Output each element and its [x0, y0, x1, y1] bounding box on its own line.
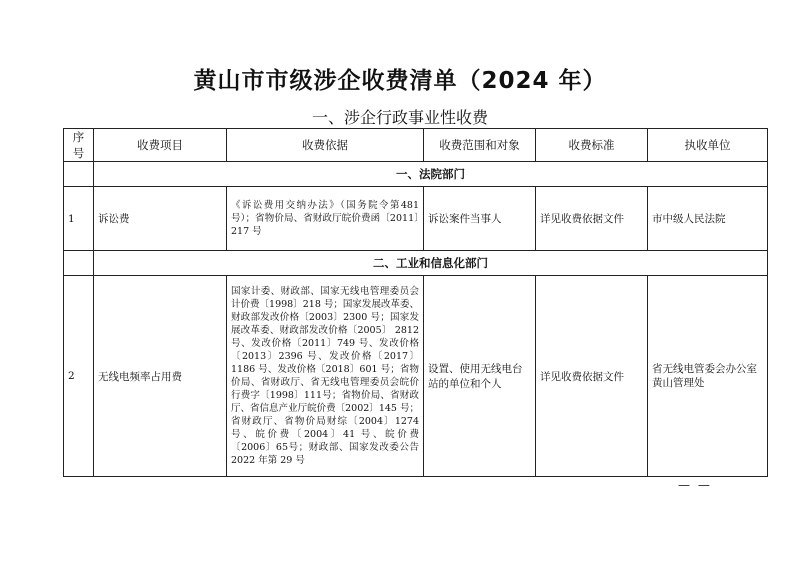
fee-standard: 详见收费依据文件	[536, 276, 648, 477]
collecting-unit: 市中级人民法院	[648, 187, 768, 251]
column-header-basis: 收费依据	[227, 129, 424, 162]
table-row	[64, 276, 768, 477]
column-header-number: 序号	[64, 129, 94, 162]
table-row	[64, 187, 768, 251]
section-heading-number-cell	[64, 162, 94, 187]
section-heading-court: 一、法院部门	[94, 162, 768, 187]
column-header-item: 收费项目	[94, 129, 227, 162]
row-number: 2	[64, 276, 94, 477]
row-number: 1	[64, 187, 94, 251]
section-heading-row	[64, 162, 768, 187]
column-header-scope: 收费范围和对象	[424, 129, 536, 162]
section-heading-row	[64, 251, 768, 276]
column-header-standard: 收费标准	[536, 129, 648, 162]
section-heading-industry: 二、工业和信息化部门	[94, 251, 768, 276]
collecting-unit: 省无线电管委会办公室黄山管理处	[648, 276, 768, 477]
page-number: — —	[678, 478, 712, 492]
section-heading-number-cell	[64, 251, 94, 276]
fee-standard: 详见收费依据文件	[536, 187, 648, 251]
column-header-collecting-unit: 执收单位	[648, 129, 768, 162]
section-subtitle: 一、涉企行政事业性收费	[311, 108, 488, 127]
fee-scope: 设置、使用无线电台站的单位和个人	[424, 276, 536, 477]
fee-table	[63, 128, 768, 477]
fee-item: 诉讼费	[94, 187, 227, 251]
fee-item: 无线电频率占用费	[94, 276, 227, 477]
fee-basis: 国家计委、财政部、国家无线电管理委员会计价费〔1998〕218 号；国家发展改革委、财政部发改价格〔2003〕2300 号；国家发展改革委、财政部发改价格〔2005〕 2812 号、发改价格〔2011〕749 号、发改价格〔2013〕2396 号、发改价格〔2017〕1186 号、发改价格〔2018〕601 号；省物价局、省财政厅、省无线电管理委员会皖价行费字〔1998〕111号；省物价局、省财政厅、省信息产业厅皖价费〔2002〕145 号；省财政厅、省物价局财综〔2004〕1274 号、皖价费〔2004〕41 号、皖价费〔2006〕65号；财政部、国家发改委公告 2022 年第 29 号	[227, 276, 424, 477]
fee-basis: 《诉讼费用交纳办法》（国务院令第481 号）；省物价局、省财政厅皖价费函〔2011〕217 号	[227, 187, 424, 251]
document-title: 黄山市市级涉企收费清单（2024 年）	[193, 68, 607, 94]
table-header-row	[64, 129, 768, 162]
fee-scope: 诉讼案件当事人	[424, 187, 536, 251]
